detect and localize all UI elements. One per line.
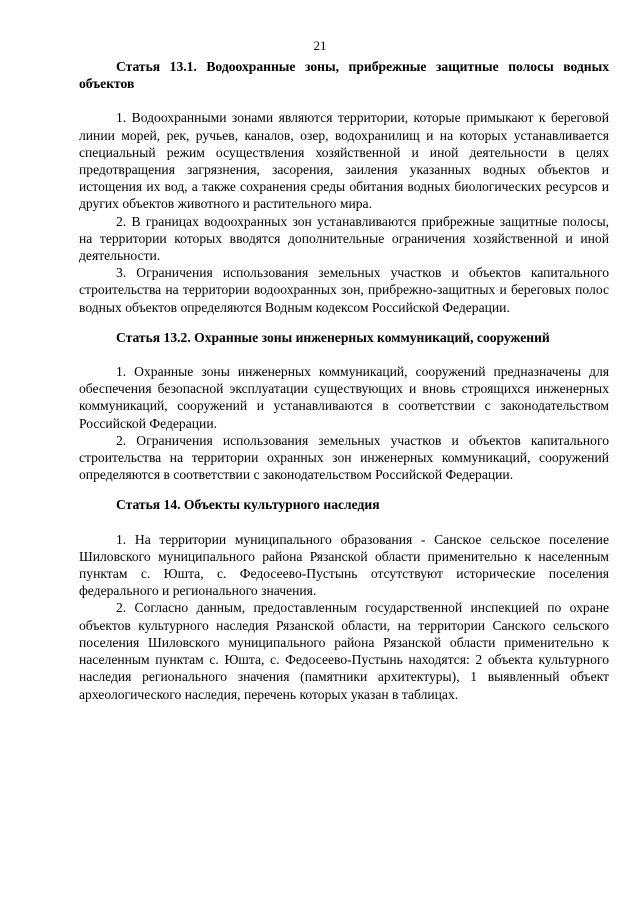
article-paragraph: 1. На территории муниципального образования - Санское сельское поселение Шиловского муниципального района Рязанской области применительно к населенным пунктам с. Юшта, с. Федосеево-Пустынь отсутствуют исторические поселения федерального и регионального значения. bbox=[79, 531, 609, 599]
article-heading: Статья 13.1. Водоохранные зоны, прибрежные защитные полосы водных объектов bbox=[79, 59, 609, 92]
article-heading: Статья 14. Объекты культурного наследия bbox=[116, 497, 380, 513]
article-paragraph: 1. Охранные зоны инженерных коммуникаций, сооружений предназначены для обеспечения безопасной эксплуатации существующих и вновь строящихся инженерных коммуникаций, сооружений и устанавливаются в соответствии с законодательством Российской Федерации. bbox=[79, 364, 609, 431]
article-paragraph: 2. Согласно данным, предоставленным государственной инспекцией по охране объектов культурного наследия Рязанской области, на территории Санского сельского поселения Шиловского муниципального района Рязанской области применительно к населенным пунктам с. Юшта, с. Федосеево-Пустынь находятся: 2 объекта культурного наследия регионального значения (памятники архитектуры), 1 выявленный объект археологического наследия, перечень которых указан в таблицах. bbox=[79, 600, 609, 702]
article-paragraph: 2. В границах водоохранных зон устанавливаются прибрежные защитные полосы, на территории которых вводятся дополнительные ограничения хозяйственной и иной деятельности. bbox=[79, 213, 609, 264]
article-paragraph: 2. Ограничения использования земельных участков и объектов капитального строительства на территории охранных зон инженерных коммуникаций, сооружений определяются в соответствии с законодательством Российской Федерации. bbox=[79, 432, 609, 483]
article-heading: Статья 13.2. Охранные зоны инженерных коммуникаций, сооружений bbox=[116, 329, 550, 345]
document-body bbox=[79, 58, 609, 703]
article-paragraph: 1. Водоохранными зонами являются территории, которые примыкают к береговой линии морей, рек, ручьев, каналов, озер, водохранилищ и на которых устанавливается специальный режим осуществления хозяйственной и иной деятельности в целях предотвращения загрязнения, засорения, заиления указанных водных объектов и истощения их вод, а также сохранения среды обитания водных биологических ресурсов и других объектов животного и растительного мира. bbox=[79, 110, 609, 212]
article-paragraph: 3. Ограничения использования земельных участков и объектов капитального строительства на территории водоохранных зон, прибрежно-защитных и береговых полос водных объектов определяются Водным кодексом Российской Федерации. bbox=[79, 265, 609, 315]
page-number: 21 bbox=[313, 38, 327, 53]
